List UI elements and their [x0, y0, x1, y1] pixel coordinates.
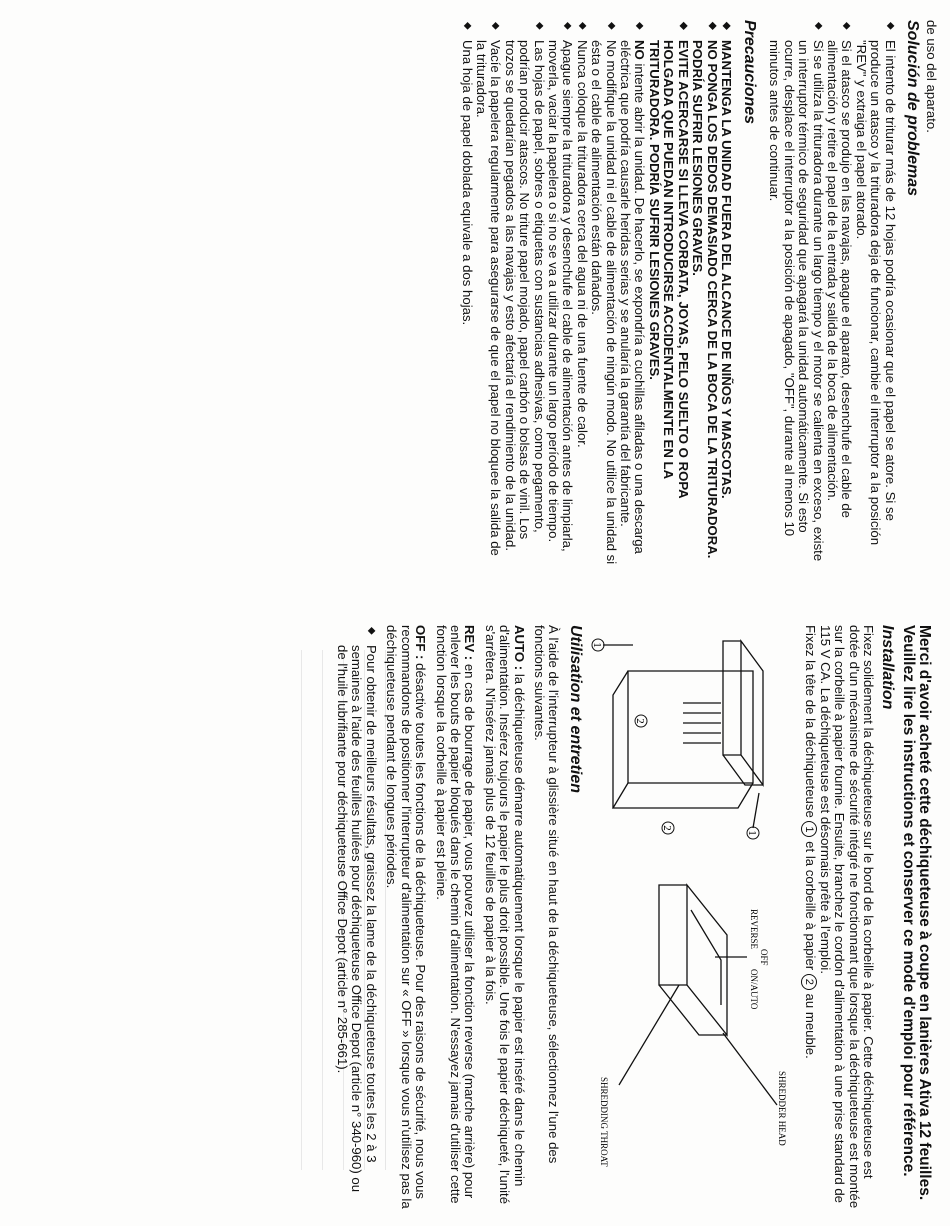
precautions-heading: Precauciones — [740, 20, 758, 125]
list-item: ◆ Las hojas de papel, sobres o etiquetas con sustancias adhesivas, como pegamento, podrían producir atascos. No triture papel mojado, papel carbón o bolsas de vinil. Los trozos se quedarían pegados a las navajas y esto afectaría el rendimiento de la unidad. — [502, 22, 547, 551]
callout-2-circle: 2 — [801, 974, 817, 990]
callout-1-circle: 1 — [801, 821, 817, 837]
tips-list — [335, 625, 378, 1210]
usage-heading: Utilisation et entretien — [567, 625, 585, 794]
shredder-head-label: SHREDDER HEAD — [777, 1071, 788, 1146]
slot-lines — [683, 703, 721, 743]
list-item: ◆ Si se utiliza la trituradora durante un largo tiempo y el motor se calienta en exceso, existe un interruptor térmico de seguridad que apagará la unidad automáticamente. Si esto ocurre, desplace el interruptor a la posición de apagado, "OFF", durante al menos 10 minutos antes de continuar. — [767, 22, 826, 562]
leader-throat — [619, 985, 679, 1085]
on-auto-label: ON/AUTO — [749, 969, 760, 1010]
off-paragraph: OFF : désactive toutes les fonctions de la déchiqueteuse. Pour des raisons de sécurité, nous vous recommandons de positionner l'interrupteur d'alimentation sur « OFF » lorsque vous n'utilisez pas la déchiqueteuse pendant de longues périodes. — [384, 625, 429, 1209]
list-item: ◆ NO intente abrir la unidad. De hacerlo, se expondría a cuchillas afiladas o una descarga eléctrica que podría causarle heridas serias y se anularía la garantía del fabricante. — [618, 22, 648, 554]
auto-paragraph: AUTO : la déchiqueteuse démarre automatiquement lorsque le papier est inséré dans le chemin d'alimentation. Insérez toujours le papier le plus droit possible. Une fois le papier déchiqueté, l'unité s'arrêtera. N'insérez jamais plus de 12 feuilles de papier à la fois. — [482, 625, 527, 1205]
list-item: ◆ NO PONGA LOS DEDOS DEMASIADO CERCA DE LA BOCA DE LA TRITURADORA. PODRÍA SUFRIR LESIONES GRAVES. — [690, 22, 720, 559]
basket-side — [613, 783, 753, 808]
french-column — [335, 625, 932, 1210]
reverse-label: REVERSE — [749, 909, 760, 950]
installation-text: Fixez solidement la déchiqueteuse sur le bord de la corbeille à papier. Cette déchiqueteuse est dotée d'un mécanisme de sécurité intégré ne fonctionnant que lorsque la déchiqueteuse est montée sur la corbeille à papier fournie. Ensuite, branchez le cordon d'alimentation à une prise standard de 115 V CA. La déchiqueteuse est désormais prête à l'emploi. — [817, 625, 876, 1209]
usage-intro: À l'aide de l'interrupteur à glissière situé en haut de la déchiqueteuse, sélectionnez l'une des fonctions suivantes. — [531, 625, 562, 1164]
off-label: OFF — [759, 949, 770, 966]
shredder-assembly-drawing — [593, 633, 793, 853]
list-item: ◆ Vacíe la papelera regularmente para asegurarse de que el papel no bloquee la salida de la trituradora. — [474, 22, 504, 556]
installation-heading: Installation — [879, 625, 896, 710]
callout-label: 1 — [591, 642, 604, 648]
installation-fix-text: Fixez la tête de la déchiqueteuse 1 et la corbeille à papier 2 au meuble. — [803, 625, 819, 1059]
shredder-head-illustration — [587, 865, 787, 1205]
spanish-lead: de uso del aparato. — [924, 20, 939, 133]
leader-head — [723, 1033, 777, 1105]
shredding-throat-label: SHREDDING THROAT — [599, 1077, 610, 1167]
list-item: ◆ Pour obtenir de meilleurs résultats, graissez la lame de la déchiqueteuse toutes les 2 à 3 semaines à l'aide des feuilles huilées pour déchiqueteuse Office Depot (article n° 340-960) ou de l'huile lubrifiante pour déchiqueteuse Office Depot (article n° 285-661). — [335, 627, 379, 1193]
callout-label: 2 — [634, 718, 647, 724]
head-top — [741, 641, 763, 785]
rev-paragraph: REV : en cas de bourrage de papier, vous pouvez utiliser la fonction reverse (marche arrière) pour enlever les bouts de papier bloqués dans le chemin d'alimentation. N'essayez jamais d'utiliser cette fonction lorsque la corbeille à papier est pleine. — [433, 625, 478, 1204]
french-title: Merci d'avoir acheté cette déchiqueteuse à coupe en lanières Ativa 12 feuilles. Veuillez lire les instructions et conserver ce mode d'emploi pour référence. — [900, 625, 933, 1201]
basket-body — [628, 671, 753, 783]
list-item: ◆ EVITE ACERCARSE SI LLEVA CORBATA, JOYAS, PELO SUELTO O ROPA HOLGADA QUE PUEDAN INTRODUCIRSE ACCIDENTALMENTE EN LA TRITURADORA. PODRÍA SUFRIR LESIONES GRAVES. — [646, 22, 691, 499]
list-item: ◆ El intento de triturar más de 12 hojas podría ocasionar que el papel se atore. Si se produce un atasco y la trituradora deja de funcionar, cambie el interruptor a la posición "REV" y extraiga el papel atorado. — [853, 22, 898, 546]
head-side — [723, 755, 763, 785]
list-item: ◆ Una hoja de papel doblada equivale a dos hojas. — [459, 22, 475, 326]
shredder-head-drawing — [587, 865, 787, 1205]
head-front — [659, 885, 687, 985]
troubleshooting-heading: Solución de problemas — [903, 20, 921, 197]
precautions-list — [459, 20, 733, 565]
list-item: ◆ Si el atasco se produjo en las navajas, apague el aparato, desenchufe el cable de alimentación y retire el papel de la entrada y salida de la boca de alimentación. — [824, 22, 855, 519]
troubleshooting-list — [767, 20, 897, 565]
spanish-column — [459, 20, 938, 565]
arrow-1-right — [753, 793, 759, 828]
list-item: ◆ MANTENGA LA UNIDAD FUERA DEL ALCANCE DE NIÑOS Y MASCOTAS. — [718, 22, 734, 499]
list-item: ◆ Nunca coloque la trituradora cerca del agua ni de una fuente de calor. — [574, 22, 590, 448]
list-item: ◆ Apague siempre la trituradora y desenchufe el cable de alimentación antes de limpiarla, moverla, vaciar la papelera o si no se va a utilizar durante un largo período de tiempo. — [546, 22, 576, 552]
illustration-area — [586, 625, 801, 1210]
callout-label: 2 — [661, 825, 674, 831]
callout-label: 1 — [746, 830, 759, 836]
shredder-assembly-illustration — [593, 633, 793, 853]
head-front — [723, 641, 741, 755]
list-item: ◆ No modifique la unidad ni el cable de alimentación de ningún modo. No utilice la unidad si ésta o el cable de alimentación están dañados. — [589, 22, 619, 565]
